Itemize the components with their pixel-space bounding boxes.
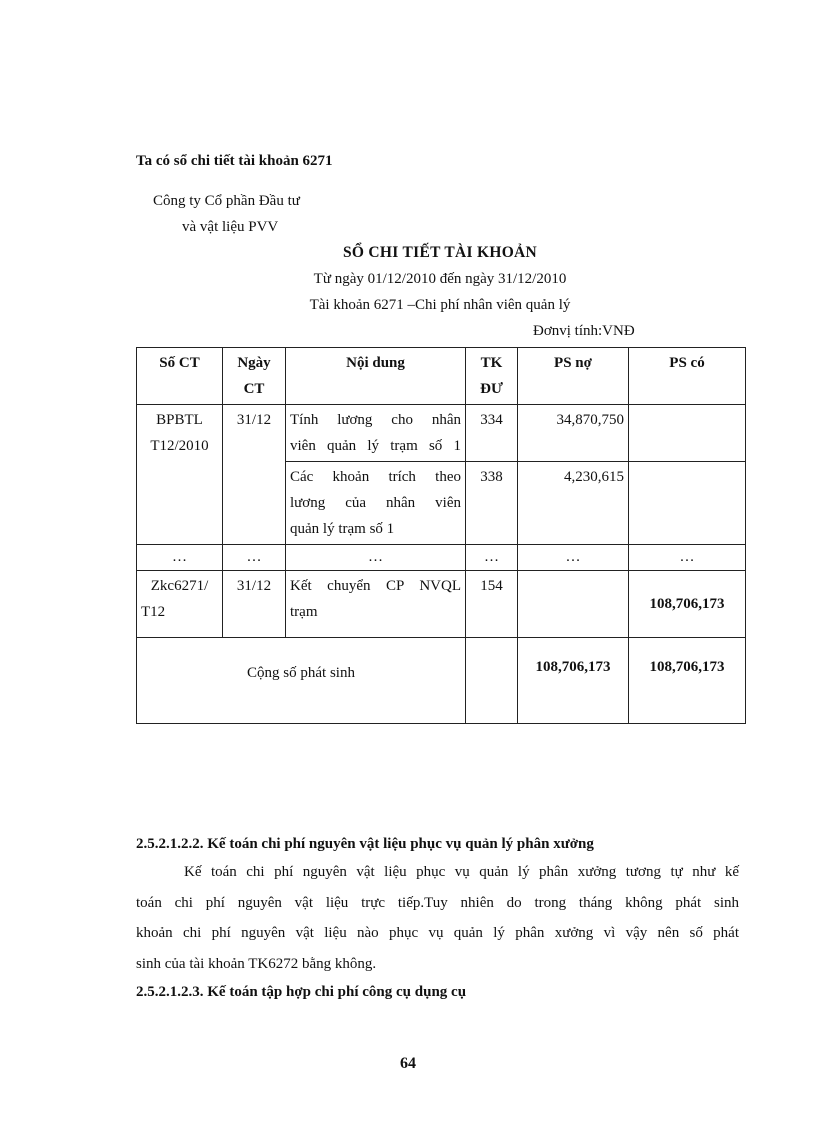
paragraph-line: toán chi phí nguyên vật liệu trực tiếp.Tuy nhiên do trong tháng không phát sinh bbox=[136, 894, 739, 911]
table-total-row bbox=[137, 638, 746, 724]
cell-tk: 338 bbox=[466, 462, 518, 545]
total-ps-co: 108,706,173 bbox=[629, 638, 746, 724]
cell-so-ct: BPBTL T12/2010 bbox=[137, 405, 223, 545]
total-label: Cộng số phát sinh bbox=[137, 638, 466, 724]
header-ngay-ct: Ngày CT bbox=[223, 348, 286, 405]
ledger-period: Từ ngày 01/12/2010 đến ngày 31/12/2010 bbox=[313, 271, 567, 287]
table-header-row bbox=[137, 348, 746, 405]
cell-ellipsis: … bbox=[466, 545, 518, 571]
cell-ellipsis: … bbox=[223, 545, 286, 571]
company-name-line1: Công ty Cổ phần Đầu tư bbox=[153, 193, 300, 209]
ledger-table bbox=[136, 347, 746, 724]
paragraph-line: Kế toán chi phí nguyên vật liệu phục vụ quản lý phân xưởng tương tự như kế bbox=[184, 864, 739, 880]
table-row bbox=[137, 405, 746, 462]
section-heading-2212: 2.5.2.1.2.2. Kế toán chi phí nguyên vật liệu phục vụ quản lý phân xưởng bbox=[136, 836, 594, 852]
cell-ps-no: 34,870,750 bbox=[518, 405, 629, 462]
cell-ellipsis: … bbox=[629, 545, 746, 571]
cell-tk bbox=[466, 638, 518, 724]
header-so-ct: Số CT bbox=[137, 348, 223, 405]
section-heading-2213: 2.5.2.1.2.3. Kế toán tập hợp chi phí công cụ dụng cụ bbox=[136, 984, 467, 1000]
table-row bbox=[137, 571, 746, 638]
intro-heading: Ta có sổ chi tiết tài khoản 6271 bbox=[136, 153, 333, 169]
header-ps-no: PS nợ bbox=[518, 348, 629, 405]
table-row-ellipsis bbox=[137, 545, 746, 571]
cell-ellipsis: … bbox=[518, 545, 629, 571]
cell-so-ct: Zkc6271/ T12 bbox=[137, 571, 223, 638]
ledger-account: Tài khoản 6271 –Chi phí nhân viên quản lý bbox=[309, 297, 571, 313]
cell-ps-no: 4,230,615 bbox=[518, 462, 629, 545]
cell-ellipsis: … bbox=[286, 545, 466, 571]
header-noi-dung: Nội dung bbox=[286, 348, 466, 405]
cell-ps-co bbox=[629, 462, 746, 545]
company-name-line2: và vật liệu PVV bbox=[182, 219, 279, 235]
cell-ps-co bbox=[629, 405, 746, 462]
cell-noi-dung: Tính lương cho nhân viên quản lý trạm số 1 bbox=[286, 405, 466, 462]
page-number: 64 bbox=[400, 1055, 416, 1072]
ledger-title: SỔ CHI TIẾT TÀI KHOẢN bbox=[342, 244, 538, 261]
cell-tk: 334 bbox=[466, 405, 518, 462]
cell-ellipsis: … bbox=[137, 545, 223, 571]
currency-unit: Đơnvị tính:VNĐ bbox=[533, 323, 635, 339]
paragraph-line: khoản chi phí nguyên vật liệu nào phục vụ quản lý phân xưởng vì vậy nên số phát bbox=[136, 925, 739, 941]
paragraph-line: sinh của tài khoản TK6272 bằng không. bbox=[136, 955, 377, 972]
cell-ps-co: 108,706,173 bbox=[629, 571, 746, 638]
total-ps-no: 108,706,173 bbox=[518, 638, 629, 724]
cell-ngay: 31/12 bbox=[223, 571, 286, 638]
section-2212-paragraph bbox=[136, 857, 739, 979]
cell-ps-no bbox=[518, 571, 629, 638]
cell-noi-dung: Các khoản trích theo lương của nhân viên quản lý trạm số 1 bbox=[286, 462, 466, 545]
cell-ngay: 31/12 bbox=[223, 405, 286, 545]
header-tk-du: TK ĐƯ bbox=[466, 348, 518, 405]
cell-noi-dung: Kết chuyển CP NVQL trạm bbox=[286, 571, 466, 638]
header-ps-co: PS có bbox=[629, 348, 746, 405]
cell-tk: 154 bbox=[466, 571, 518, 638]
